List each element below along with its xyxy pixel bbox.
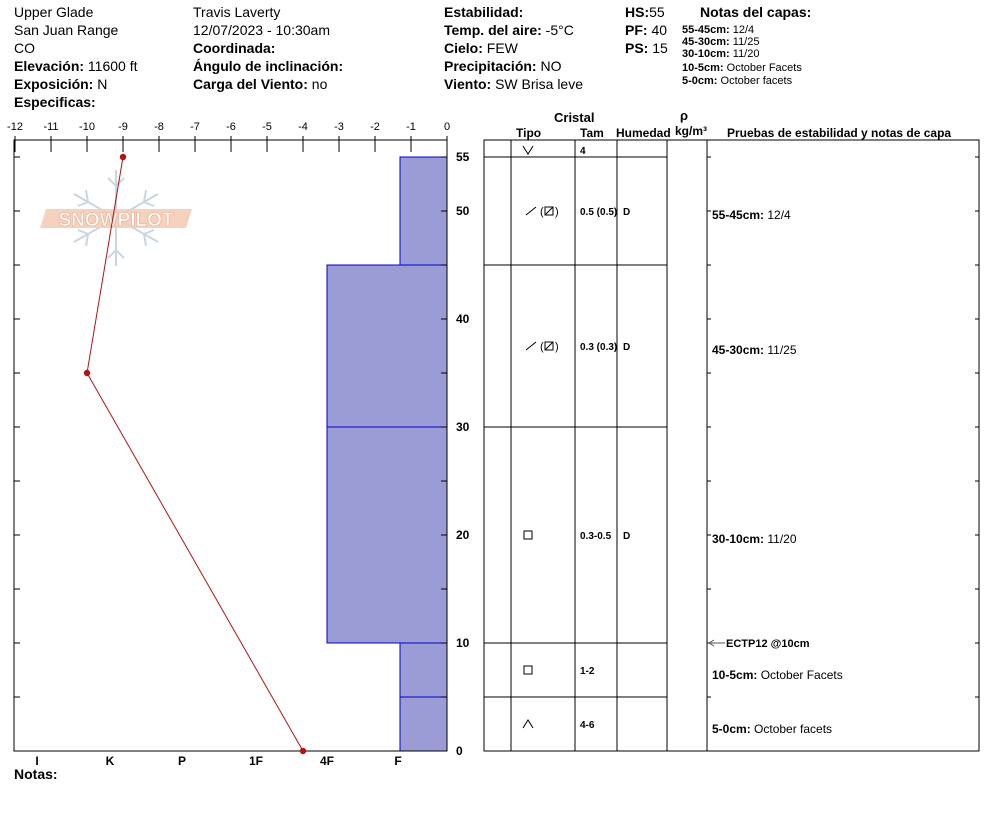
crystal-size: 0.3 (0.3) xyxy=(580,342,618,353)
crystal-header: Cristal xyxy=(554,110,595,125)
temp-tick-label: -6 xyxy=(226,121,236,133)
layer-notes-title: Notas del capas: xyxy=(700,4,812,20)
crystal-size: 1-2 xyxy=(580,666,595,677)
diag-stroke xyxy=(545,342,553,350)
observation-datetime: 12/07/2023 - 10:30am xyxy=(193,22,330,38)
diag-stroke xyxy=(545,207,553,215)
faceted-square-icon xyxy=(524,666,532,674)
temp-tick-label: -1 xyxy=(406,121,416,133)
hardness-tick-label: I xyxy=(35,754,39,768)
height-tick-label: 20 xyxy=(456,528,470,542)
range-name: San Juan Range xyxy=(14,22,119,38)
temp-tick-label: -5 xyxy=(262,121,272,133)
aspect-value: N xyxy=(97,76,108,92)
snowpilot-watermark-text: SNOWPILOT xyxy=(58,210,174,231)
hardness-layer xyxy=(400,697,447,751)
stability-label: Estabilidad: xyxy=(444,4,524,20)
moisture-value: D xyxy=(623,342,631,353)
hardness-tick-label: 1F xyxy=(248,754,264,768)
specifics-label: Especificas: xyxy=(14,94,96,110)
hardness-layer xyxy=(327,265,447,427)
height-tick-label: 10 xyxy=(456,636,470,650)
sky-value: FEW xyxy=(486,40,518,56)
paren-open: ( xyxy=(540,341,544,353)
moisture-value: D xyxy=(623,207,631,218)
hardness-layer xyxy=(327,427,447,643)
layer-note-entry: 55-45cm: 12/4 xyxy=(712,208,791,222)
precip-value: NO xyxy=(540,58,562,74)
square-stroke xyxy=(524,531,532,539)
state-name: CO xyxy=(14,40,35,56)
observer-name: Travis Laverty xyxy=(193,4,281,20)
hardness-layer xyxy=(400,643,447,697)
layer-note-entry: 45-30cm: 11/25 xyxy=(712,343,797,357)
square-stroke xyxy=(524,666,532,674)
aspect-label: Exposición: xyxy=(14,76,94,92)
temperature-line xyxy=(87,157,303,751)
type-header: Tipo xyxy=(516,126,542,140)
temp-tick-label: -4 xyxy=(298,121,308,133)
height-tick-label: 30 xyxy=(456,420,470,434)
layer-note-entry: 10-5cm: October Facets xyxy=(712,668,843,682)
elevation-value: 11600 ft xyxy=(87,58,138,74)
hardness-tick-label: K xyxy=(105,754,115,768)
precip-label: Precipitación: xyxy=(444,58,537,74)
notes-label: Notas: xyxy=(14,766,58,782)
rounding-facets-icon xyxy=(526,206,559,218)
density-unit: kg/m³ xyxy=(675,124,708,138)
snowpilot-watermark xyxy=(40,170,192,266)
height-tick-label: 40 xyxy=(456,312,470,326)
crystal-size: 0.3-0.5 xyxy=(580,531,612,542)
paren-close: ) xyxy=(555,206,559,218)
wind-value: SW Brisa leve xyxy=(495,76,584,92)
ps-label: PS: xyxy=(625,40,649,56)
sky-label: Cielo: xyxy=(444,40,483,56)
faceted-square-icon xyxy=(524,531,532,539)
height-tick-label: 50 xyxy=(456,204,470,218)
surface-hoar-v-icon xyxy=(523,146,533,154)
hs-label: HS: xyxy=(625,4,650,20)
temp-tick-label: 0 xyxy=(443,121,451,133)
paren-close: ) xyxy=(555,341,559,353)
layer-note: 5-0cm: October facets xyxy=(682,75,793,87)
temp-tick-label: -11 xyxy=(43,121,59,133)
crystal-size: 0.5 (0.5) xyxy=(580,207,618,218)
layer-table-frame xyxy=(484,140,979,751)
ps-value: 15 xyxy=(652,40,668,56)
air-temp-value: -5°C xyxy=(545,22,574,38)
depth-hoar-icon xyxy=(523,720,533,728)
crystal-size: 4-6 xyxy=(580,720,595,731)
temp-tick-label: -9 xyxy=(118,121,128,133)
wind-load-label: Carga del Viento: xyxy=(193,76,308,92)
pf-label: PF: xyxy=(625,22,648,38)
coord-label: Coordinada: xyxy=(193,40,276,56)
layer-note: 10-5cm: October Facets xyxy=(682,62,802,74)
temp-tick-label: -2 xyxy=(370,121,380,133)
location-name: Upper Glade xyxy=(14,4,94,20)
temp-tick-label: -10 xyxy=(79,121,95,133)
slash-stroke xyxy=(526,207,536,215)
density-symbol: ρ xyxy=(680,108,689,123)
temp-tick-label: -7 xyxy=(190,121,200,133)
v-stroke xyxy=(523,146,533,154)
size-header: Tam xyxy=(580,126,604,140)
stability-test-result: ECTP12 @10cm xyxy=(726,638,810,650)
caret-stroke xyxy=(523,720,533,728)
rounding-facets-icon xyxy=(526,341,559,353)
hardness-tick-label: 4F xyxy=(319,754,335,768)
temperature-point xyxy=(84,370,90,376)
slash-stroke xyxy=(526,342,536,350)
air-temp-label: Temp. del aire: xyxy=(444,22,542,38)
hs-value: 55 xyxy=(649,4,665,20)
temp-tick-label: -3 xyxy=(334,121,344,133)
elevation-label: Elevación: xyxy=(14,58,85,74)
moisture-value: D xyxy=(623,531,631,542)
crystal-size: 4 xyxy=(580,146,586,157)
height-tick-label: 55 xyxy=(456,150,470,164)
moisture-header: Humedad xyxy=(616,126,671,140)
layer-note-entry: 30-10cm: 11/20 xyxy=(712,532,797,546)
layer-note-entry: 5-0cm: October facets xyxy=(712,722,833,736)
temperature-point xyxy=(300,748,306,754)
tests-header: Pruebas de estabilidad y notas de capa xyxy=(727,126,952,140)
pf-value: 40 xyxy=(651,22,668,38)
height-tick-label: 0 xyxy=(456,744,463,758)
layer-note: 45-30cm: 11/25 xyxy=(682,36,760,48)
layer-note: 30-10cm: 11/20 xyxy=(682,48,760,60)
hardness-tick-label: P xyxy=(177,754,187,768)
wind-label: Viento: xyxy=(444,76,492,92)
layer-note: 55-45cm: 12/4 xyxy=(682,24,755,36)
slope-label: Ángulo de inclinación: xyxy=(193,58,344,74)
temp-tick-label: -8 xyxy=(154,121,164,133)
temperature-point xyxy=(120,154,126,160)
hardness-tick-label: F xyxy=(394,754,402,768)
hardness-layer xyxy=(400,157,447,265)
wind-load-value: no xyxy=(311,76,328,92)
temp-tick-label: -12 xyxy=(7,121,23,133)
paren-open: ( xyxy=(540,206,544,218)
